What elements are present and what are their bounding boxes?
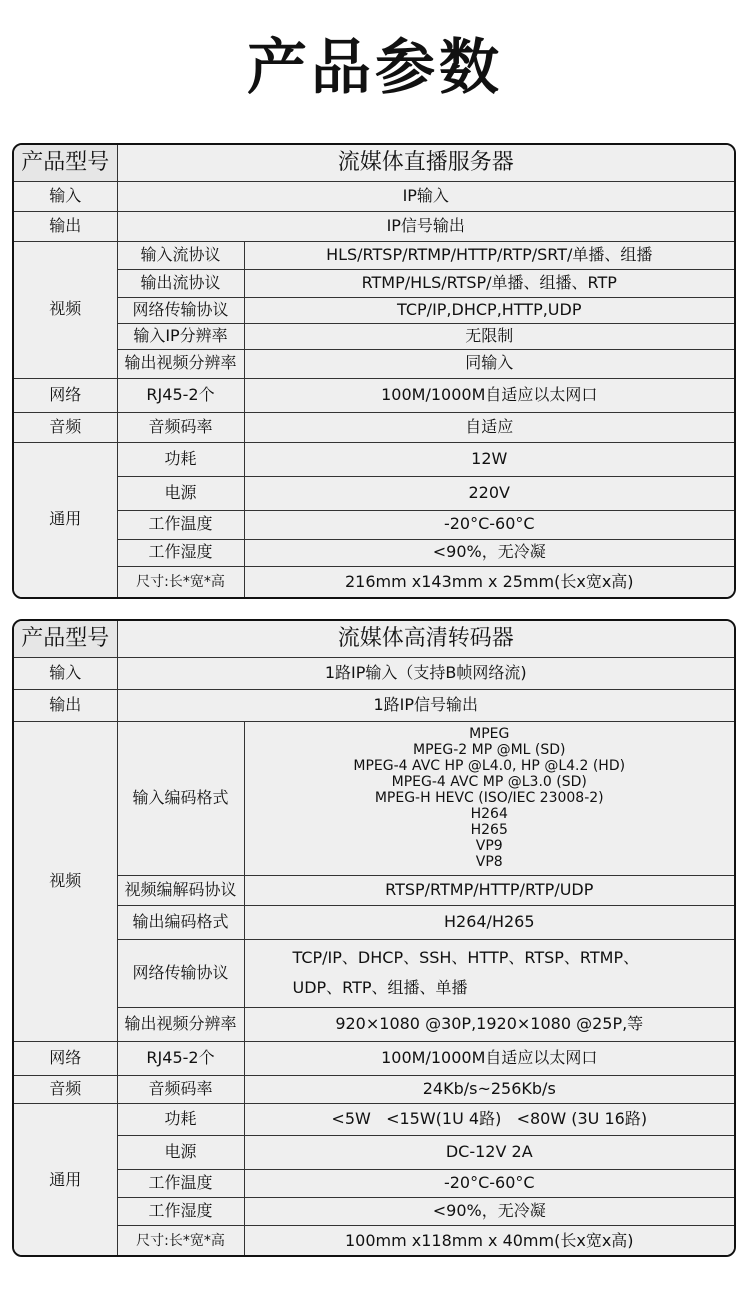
table-row (14, 145, 734, 181)
spec-label: 功耗 (117, 442, 244, 476)
table-row (14, 1103, 734, 1135)
spec-value: <5W <15W(1U 4路) <80W (3U 16路) (244, 1103, 734, 1135)
spec-label: 工作温度 (117, 510, 244, 539)
spec-label: 输入编码格式 (117, 721, 244, 875)
audio-sub: 音频码率 (117, 412, 244, 442)
table-row (14, 566, 734, 597)
table-row (14, 269, 734, 297)
table-row (14, 1135, 734, 1169)
spec-table-hd-transcoder (12, 619, 736, 1257)
table-row (14, 939, 734, 1007)
spec-value: 216mm x143mm x 25mm(长x宽x高) (244, 566, 734, 597)
spec-label: 输出编码格式 (117, 905, 244, 939)
page-title: 产品参数 (247, 33, 503, 103)
spec-value: RTSP/RTMP/HTTP/RTP/UDP (244, 875, 734, 905)
table-row (14, 476, 734, 510)
model-name: 流媒体高清转码器 (117, 621, 734, 657)
table-row (14, 211, 734, 241)
spec-table-live-server (12, 143, 736, 599)
audio-value: 24Kb/s~256Kb/s (244, 1075, 734, 1103)
codec-item: MPEG-2 MP @ML (SD) (412, 742, 566, 758)
model-label: 产品型号 (14, 145, 117, 181)
spec-label: 输出视频分辨率 (117, 349, 244, 378)
table-row (14, 721, 734, 875)
network-port: RJ45-2个 (117, 378, 244, 412)
spec-label: 网络传输协议 (117, 939, 244, 1007)
table-row (14, 1197, 734, 1225)
input-value: IP输入 (117, 181, 734, 211)
table-row (14, 412, 734, 442)
output-label: 输出 (14, 211, 117, 241)
table-row (14, 1075, 734, 1103)
table-row (14, 1169, 734, 1197)
spec-label: 输出流协议 (117, 269, 244, 297)
spec-label: 网络传输协议 (117, 297, 244, 323)
table-row (14, 657, 734, 689)
protocol-line: UDP、RTP、组播、单播 (292, 978, 468, 997)
model-label: 产品型号 (14, 621, 117, 657)
table-row (14, 1007, 734, 1041)
table-row (14, 621, 734, 657)
table-row (14, 181, 734, 211)
video-label: 视频 (14, 721, 117, 1041)
codec-item: MPEG (469, 726, 510, 742)
codec-item: MPEG-4 AVC MP @L3.0 (SD) (391, 774, 587, 790)
spec-label: 尺寸:长*宽*高 (117, 566, 244, 597)
video-label: 视频 (14, 241, 117, 378)
input-codec-list (244, 721, 734, 875)
audio-label: 音频 (14, 412, 117, 442)
input-label: 输入 (14, 181, 117, 211)
spec-value: -20°C-60°C (244, 510, 734, 539)
spec-label: 电源 (117, 476, 244, 510)
input-value: 1路IP输入（支持B帧网络流) (117, 657, 734, 689)
output-label: 输出 (14, 689, 117, 721)
general-label: 通用 (14, 1103, 117, 1257)
table-row (14, 378, 734, 412)
table-row (14, 323, 734, 349)
network-value: 100M/1000M自适应以太网口 (244, 378, 734, 412)
spec-label: 尺寸:长*宽*高 (117, 1225, 244, 1257)
spec-label: 工作温度 (117, 1169, 244, 1197)
spec-value: TCP/IP,DHCP,HTTP,UDP (244, 297, 734, 323)
spec-value: H264/H265 (244, 905, 734, 939)
spec-value: 920×1080 @30P,1920×1080 @25P,等 (244, 1007, 734, 1041)
spec-value: <90%，无冷凝 (244, 539, 734, 566)
output-value: IP信号输出 (117, 211, 734, 241)
spec-label: 工作湿度 (117, 1197, 244, 1225)
codec-item: MPEG-4 AVC HP @L4.0, HP @L4.2 (HD) (353, 758, 626, 774)
spec-value: 无限制 (244, 323, 734, 349)
table-row (14, 241, 734, 269)
spec-value: 12W (244, 442, 734, 476)
table-row (14, 905, 734, 939)
codec-item: MPEG-H HEVC (ISO/IEC 23008-2) (374, 790, 604, 806)
spec-value: 220V (244, 476, 734, 510)
audio-label: 音频 (14, 1075, 117, 1103)
table-row (14, 297, 734, 323)
network-protocol-list (244, 939, 734, 1007)
table-row (14, 1225, 734, 1257)
model-name: 流媒体直播服务器 (117, 145, 734, 181)
table-row (14, 442, 734, 476)
audio-sub: 音频码率 (117, 1075, 244, 1103)
spec-label: 输入IP分辨率 (117, 323, 244, 349)
spec-label: 输入流协议 (117, 241, 244, 269)
table-row (14, 349, 734, 378)
spec-value: HLS/RTSP/RTMP/HTTP/RTP/SRT/单播、组播 (244, 241, 734, 269)
spec-value: 同输入 (244, 349, 734, 378)
spec-label: 输出视频分辨率 (117, 1007, 244, 1041)
audio-value: 自适应 (244, 412, 734, 442)
table-row (14, 539, 734, 566)
codec-item: VP8 (475, 854, 503, 870)
network-label: 网络 (14, 378, 117, 412)
spec-value: 100mm x118mm x 40mm(长x宽x高) (244, 1225, 734, 1257)
spec-value: RTMP/HLS/RTSP/单播、组播、RTP (244, 269, 734, 297)
output-value: 1路IP信号输出 (117, 689, 734, 721)
spec-value: <90%，无冷凝 (244, 1197, 734, 1225)
protocol-line: TCP/IP、DHCP、SSH、HTTP、RTSP、RTMP、 (292, 948, 640, 967)
table-row (14, 1041, 734, 1075)
table-row (14, 689, 734, 721)
spec-label: 电源 (117, 1135, 244, 1169)
spec-value: DC-12V 2A (244, 1135, 734, 1169)
spec-label: 工作湿度 (117, 539, 244, 566)
table-row (14, 510, 734, 539)
network-port: RJ45-2个 (117, 1041, 244, 1075)
codec-item: VP9 (475, 838, 503, 854)
codec-item: H264 (470, 806, 508, 822)
table-row (14, 875, 734, 905)
network-label: 网络 (14, 1041, 117, 1075)
general-label: 通用 (14, 442, 117, 597)
spec-label: 视频编解码协议 (117, 875, 244, 905)
input-label: 输入 (14, 657, 117, 689)
spec-value: -20°C-60°C (244, 1169, 734, 1197)
network-value: 100M/1000M自适应以太网口 (244, 1041, 734, 1075)
spec-label: 功耗 (117, 1103, 244, 1135)
codec-item: H265 (470, 822, 508, 838)
